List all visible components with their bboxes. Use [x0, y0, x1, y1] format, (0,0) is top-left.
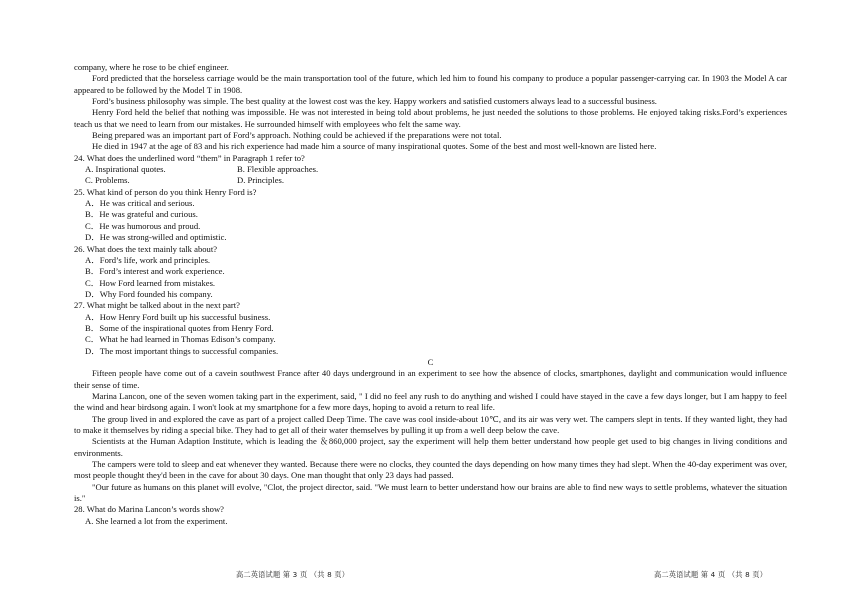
- footer-page-3: 高二英语试题 第 3 页 （共 8 页）: [236, 570, 350, 579]
- question-27-option-b: B．Some of the inspirational quotes from Henry Ford.: [85, 322, 274, 333]
- question-26-option-c: C．How Ford learned from mistakes.: [85, 277, 216, 288]
- passage-c-paragraph-2: Marina Lancon, one of the seven women taking part in the experiment, said, " I did no feel any rush to do anything and wished I could have stayed in the cave a few days longer, but I am happy to feel the wind and hear birdsong again. I won't look at my smartphone for a few more days, hoping to avoid a return to real life.: [74, 390, 787, 413]
- question-26-option-d: D．Why Ford founded his company.: [85, 288, 213, 299]
- question-24-stem: 24. What does the underlined word “them” in Paragraph 1 refer to?: [74, 152, 305, 163]
- question-24-option-a: A. Inspirational quotes.: [85, 164, 166, 175]
- question-26-option-a: A．Ford’s life, work and principles.: [85, 254, 211, 265]
- question-27-option-a: A．How Henry Ford built up his successful business.: [85, 311, 271, 322]
- footer-page-4: 高二英语试题 第 4 页 （共 8 页）: [654, 570, 768, 579]
- passage-c-paragraph-4: Scientists at the Human Adaption Institute, which is leading the ＆860,000 project, say the experiment will help them better understand how people get used to big changes in living conditions and environments.: [74, 436, 787, 458]
- passage-c-paragraph-5: The campers were told to sleep and eat whenever they wanted. Because there were no clocks, they counted the days depending on how many times they had slept. When the 40-day experiment was over, most people thought they'd been in the cave for about 30 days. One man thought that only 23 days had passed.: [74, 459, 787, 481]
- question-25-option-a: A．He was critical and serious.: [85, 198, 195, 209]
- question-24-option-d: D. Principles.: [237, 175, 285, 186]
- question-24-option-c: C. Problems.: [85, 175, 130, 186]
- question-26-stem: 26. What does the text mainly talk about?: [74, 243, 218, 254]
- question-25-option-b: B．He was grateful and curious.: [85, 209, 198, 220]
- passage-c-paragraph-6: "Our future as humans on this planet will evolve, "Clot, the project director, said. "We must learn to better understand how our brains are able to find new ways to settle problems, whatever the situation is.": [74, 481, 787, 504]
- question-27-stem: 27. What might be talked about in the next part?: [74, 300, 240, 311]
- passage-b-paragraph-3: Ford’s business philosophy was simple. The best quality at the lowest cost was the key. Happy workers and satisfied customers always lead to a successful business.: [92, 96, 657, 107]
- passage-c-heading: C: [427, 356, 434, 367]
- page-content: [74, 62, 787, 527]
- question-26-option-b: B．Ford’s interest and work experience.: [85, 266, 225, 277]
- question-28-option-a: A. She learned a lot from the experiment.: [85, 515, 228, 526]
- passage-b-paragraph-6: He died in 1947 at the age of 83 and his rich experience had made him a source of many inspirational quotes. Some of the best and most well-known are listed here.: [92, 141, 657, 152]
- question-27-option-c: C．What he had learned in Thomas Edison’s company.: [85, 334, 276, 345]
- question-27-option-d: D．The most important things to successful companies.: [85, 345, 279, 356]
- question-24-options-row-2: [74, 175, 787, 186]
- passage-c-paragraph-3: The group lived in and explored the cave as part of a project called Deep Time. The cave was cool inside-about 10℃, and its air was very wet. The campers slept in tents. If they wanted light, they had to make it themselves by riding a special bike. They had to get all of their water themselves by pulling it up from a well deep below the cave.: [74, 413, 787, 435]
- question-25-stem: 25. What kind of person do you think Henry Ford is?: [74, 186, 257, 197]
- passage-c-paragraph-1: Fifteen people have come out of a cavein southwest France after 40 days underground in an experiment to see how the absence of clocks, smartphones, daylight and communication would influence their sense of time.: [74, 368, 787, 390]
- passage-b-paragraph-4: Henry Ford held the belief that nothing was impossible. He was not interested in being told about problems, he just needed the solutions to those problems. He enjoyed taking risks.Ford’s experiences teach us that we need to learn from our mistakes. He surrounded himself with employees who felt the same way.: [74, 107, 787, 129]
- passage-b-paragraph-5: Being prepared was an important part of Ford’s approach. Nothing could be achieved if the preparations were not total.: [92, 130, 502, 141]
- question-24-option-b: B. Flexible approaches.: [237, 164, 319, 175]
- question-24-options-row-1: [74, 164, 787, 175]
- question-25-option-c: C．He was humorous and proud.: [85, 220, 201, 231]
- passage-b-paragraph-2: Ford predicted that the horseless carriage would be the main transportation tool of the future, which led him to found his company to produce a popular passenger-carrying car. In 1903 the Model A car appeared to be followed by the Model T in 1908.: [74, 73, 787, 95]
- question-28-stem: 28. What do Marina Lancon’s words show?: [74, 504, 224, 515]
- question-25-option-d: D．He was strong-willed and optimistic.: [85, 232, 227, 243]
- passage-b-line-1: company, where he rose to be chief engineer.: [74, 62, 229, 72]
